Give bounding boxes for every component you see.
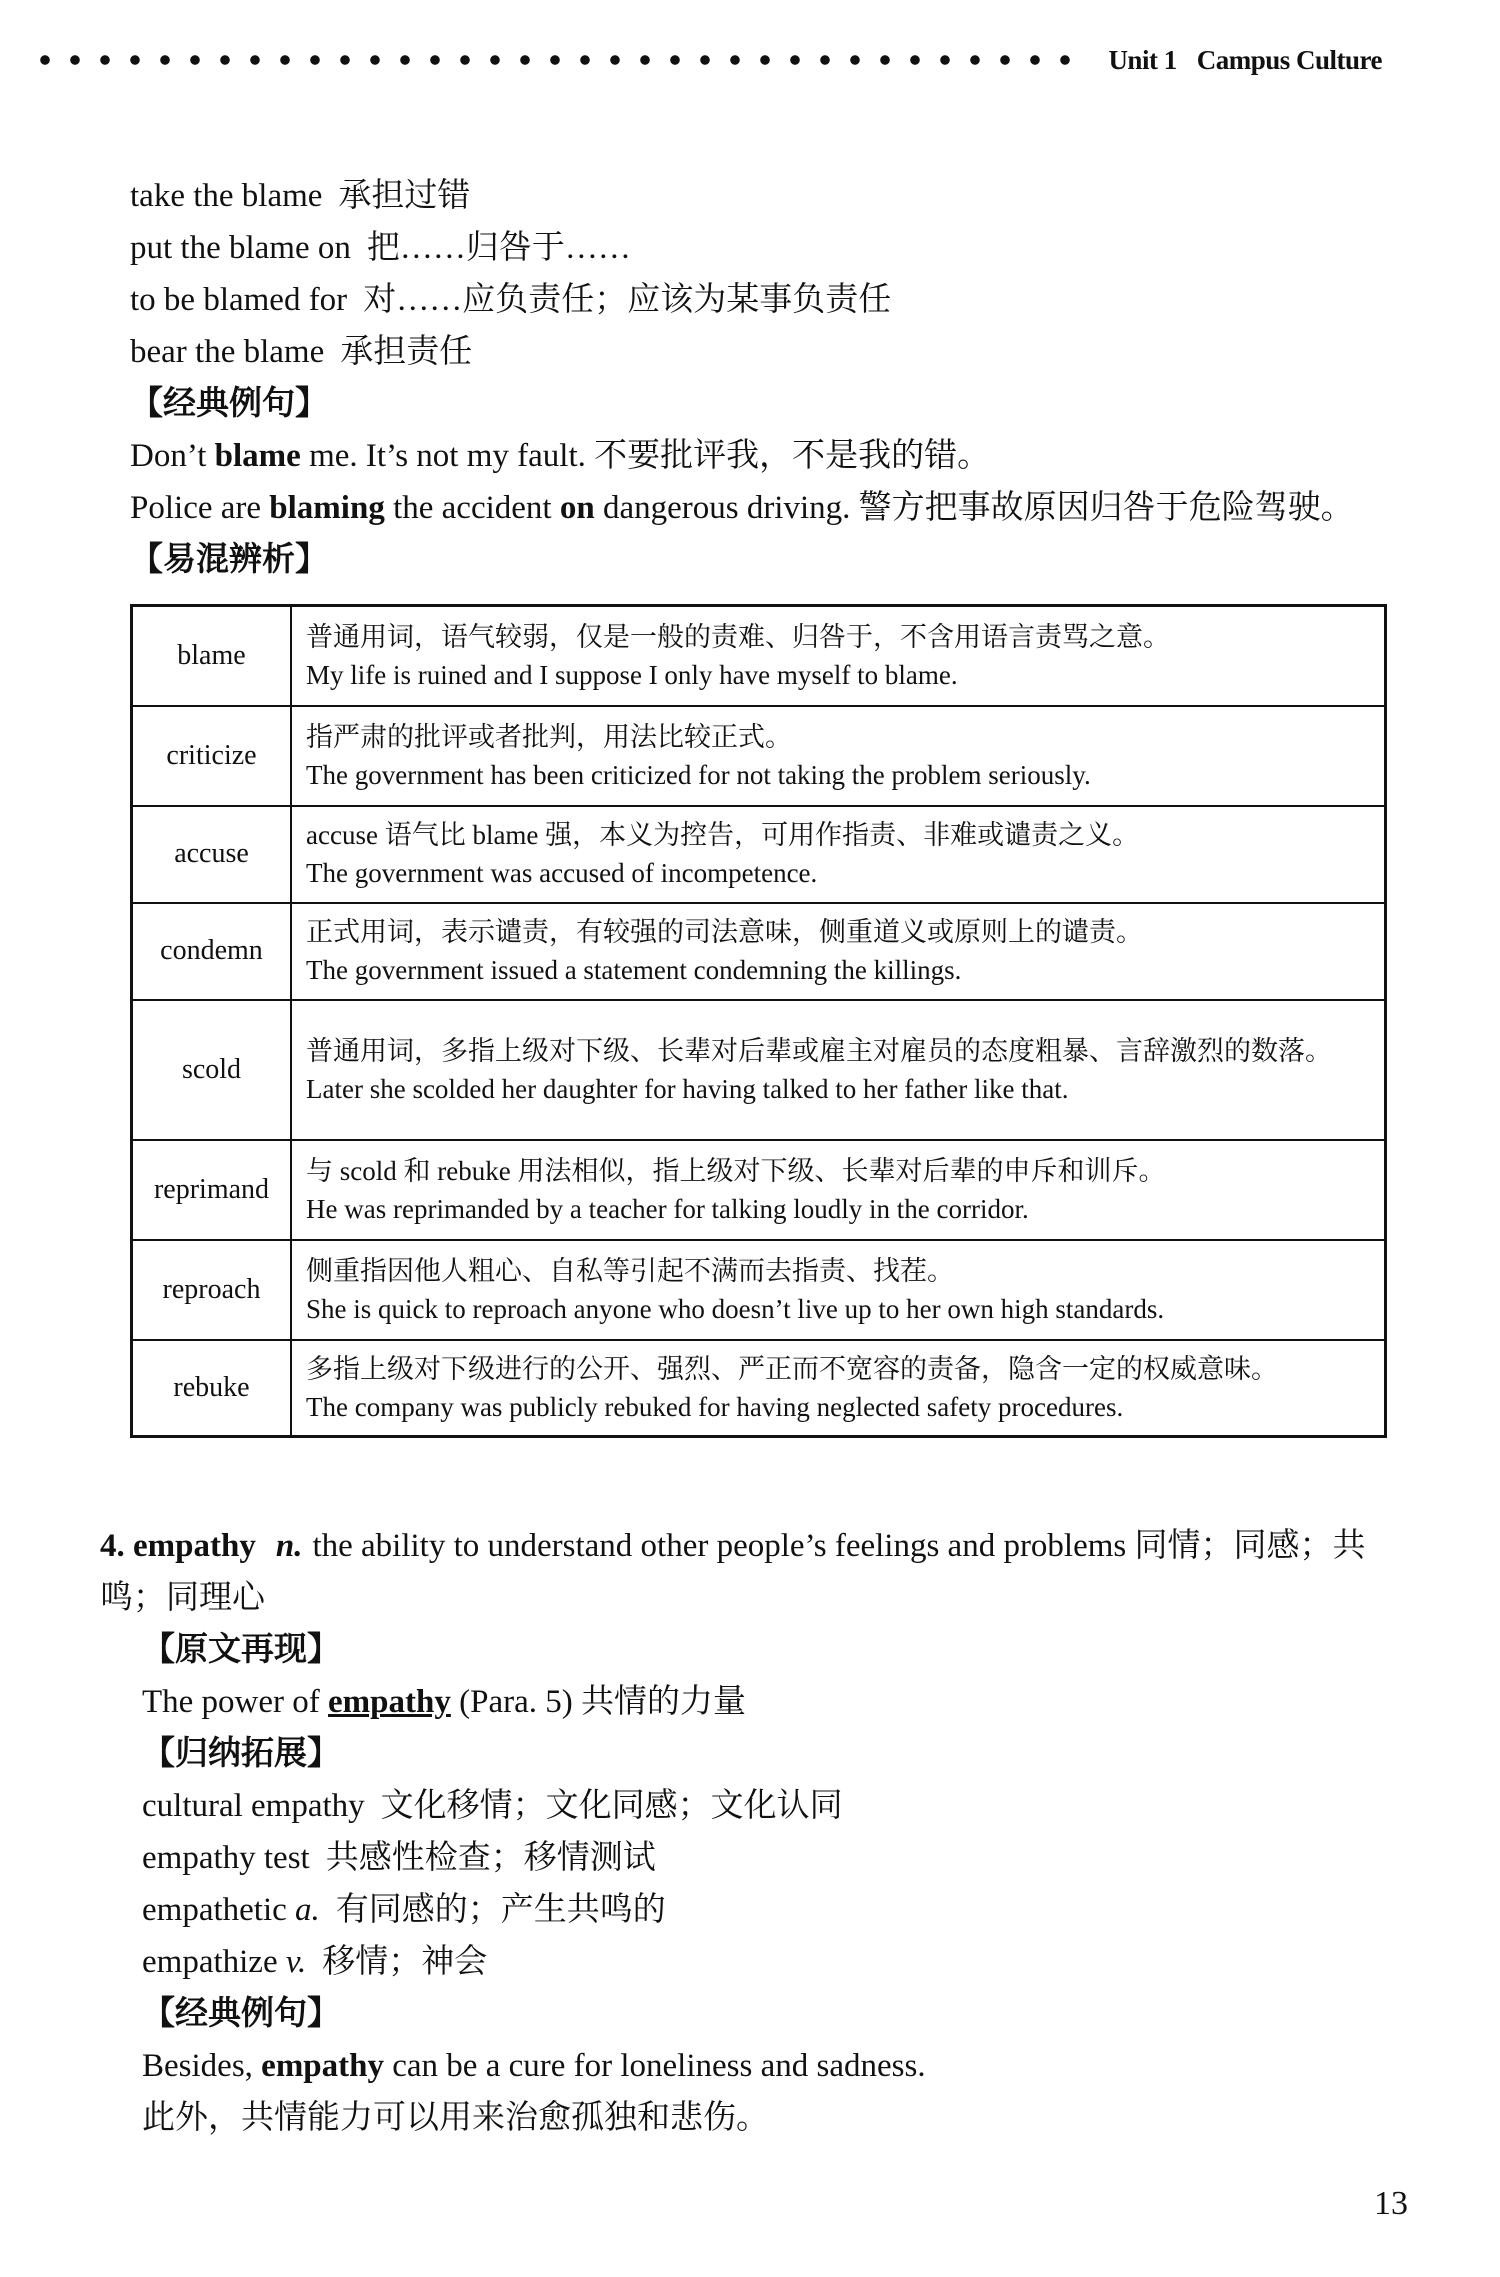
table-row (132, 806, 1386, 903)
table-desc: 指严肃的批评或者批判，用法比较正式。 The government has been criticized for not taking the problem seriously. (291, 706, 1386, 806)
table-row (132, 1140, 1386, 1240)
empathy-entry (100, 1520, 1400, 2144)
header-chapter: Campus Culture (1196, 44, 1382, 75)
comparison-table (130, 604, 1387, 1438)
phrase-line (130, 170, 1400, 222)
page-number: 13 (1374, 2185, 1408, 2222)
table-word: condemn (132, 903, 292, 1000)
table-row (132, 1000, 1386, 1140)
header-dot-leader (30, 54, 1088, 66)
header-unit: Unit 1 (1108, 44, 1177, 75)
phrase-zh: 承担过错 (338, 178, 471, 214)
example-sentence: Police are blaming the accident on dangerous driving. 警方把事故原因归咎于危险驾驶。 (130, 490, 1354, 526)
table-desc: 普通用词，语气较弱，仅是一般的责难、归咎于，不含用语言责骂之意。 My life is ruined and I suppose I only have myself to blame. (291, 606, 1386, 706)
phrase-line (130, 222, 1400, 274)
table-row (132, 1240, 1386, 1340)
entry-headline (100, 1520, 1400, 1624)
section-heading-examples: 【经典例句】 (130, 386, 328, 422)
phrase-en: take the blame (130, 178, 323, 214)
section-heading-compare: 【易混辨析】 (130, 542, 328, 578)
table-word: criticize (132, 706, 292, 806)
table-desc: 多指上级对下级进行的公开、强烈、严正而不宽容的责备，隐含一定的权威意味。 The company was publicly rebuked for having neglected safety procedures. (291, 1340, 1386, 1437)
phrase-zh: 承担责任 (340, 334, 473, 370)
table-desc: 侧重指因他人粗心、自私等引起不满而去指责、找茬。 She is quick to reproach anyone who doesn’t live up to her own high standards. (291, 1240, 1386, 1340)
table-desc: accuse 语气比 blame 强，本义为控告，可用作指责、非难或谴责之义。 The government was accused of incompetence. (291, 806, 1386, 903)
header-title (1108, 45, 1382, 76)
phrase-en: put the blame on (130, 230, 351, 266)
table-desc: 普通用词，多指上级对下级、长辈对后辈或雇主对雇员的态度粗暴、言辞激烈的数落。 Later she scolded her daughter for having talked to her father like that. (291, 1000, 1386, 1140)
table-word: scold (132, 1000, 292, 1140)
section-heading-expand: 【归纳拓展】 (142, 1736, 340, 1772)
table-row (132, 1340, 1386, 1437)
running-header (30, 40, 1382, 80)
entry-number: 4. (100, 1528, 125, 1564)
table-desc: 与 scold 和 rebuke 用法相似，指上级对下级、长辈对后辈的申斥和训斥。 He was reprimanded by a teacher for talking loudly in the corridor. (291, 1140, 1386, 1240)
phrase-line (130, 274, 1400, 326)
phrase-en: to be blamed for (130, 282, 348, 318)
phrase-zh: 对……应负责任；应该为某事负责任 (363, 282, 892, 318)
phrase-en: bear the blame (130, 334, 325, 370)
table-row (132, 903, 1386, 1000)
entry-definition: the ability to understand other people’s feelings and problems 同情；同感；共鸣；同理心 (100, 1528, 1366, 1616)
section-heading-examples-2: 【经典例句】 (142, 1996, 340, 2032)
original-text: The power of empathy (Para. 5) 共情的力量 (142, 1684, 746, 1720)
expand-item: empathetic a. 有同感的；产生共鸣的 (142, 1892, 666, 1928)
example-sentence: Besides, empathy can be a cure for loneliness and sadness. (142, 2048, 926, 2084)
table-row (132, 706, 1386, 806)
table-word: blame (132, 606, 292, 706)
table-word: rebuke (132, 1340, 292, 1437)
example-sentence: Don’t blame me. It’s not my fault. 不要批评我，不是我的错。 (130, 438, 991, 474)
entry-word: empathy (133, 1528, 256, 1564)
expand-item: empathize v. 移情；神会 (142, 1944, 488, 1980)
table-row (132, 606, 1386, 706)
example-translation: 此外，共情能力可以用来治愈孤独和悲伤。 (142, 2100, 769, 2136)
table-word: reproach (132, 1240, 292, 1340)
entry-pos: n. (275, 1528, 303, 1564)
table-word: accuse (132, 806, 292, 903)
table-word: reprimand (132, 1140, 292, 1240)
section-heading-original: 【原文再现】 (142, 1632, 340, 1668)
expand-item: cultural empathy 文化移情；文化同感；文化认同 (142, 1788, 843, 1824)
phrase-line (130, 326, 1400, 378)
table-desc: 正式用词，表示谴责，有较强的司法意味，侧重道义或原则上的谴责。 The government issued a statement condemning the killings. (291, 903, 1386, 1000)
phrase-zh: 把……归咎于…… (366, 230, 631, 266)
blame-section (130, 170, 1400, 1438)
expand-item: empathy test 共感性检查；移情测试 (142, 1840, 656, 1876)
